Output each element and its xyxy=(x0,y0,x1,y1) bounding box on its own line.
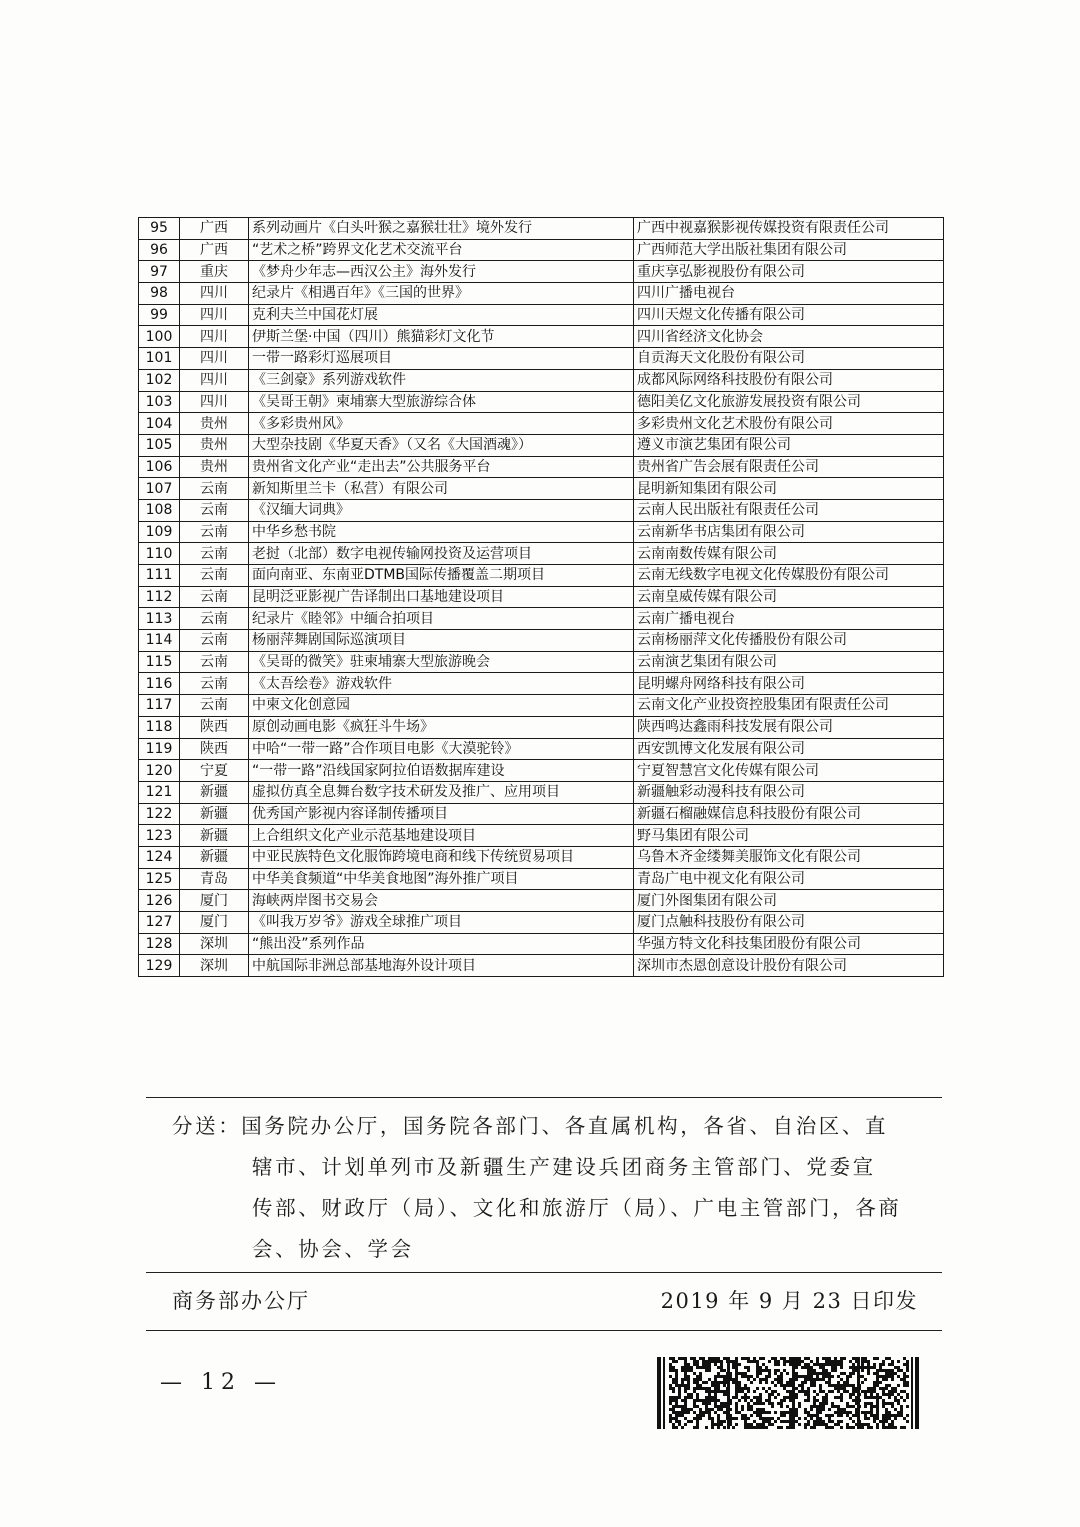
row-number-cell: 107 xyxy=(139,478,180,500)
row-organization-cell: 厦门外图集团有限公司 xyxy=(634,890,944,912)
row-province-cell: 新疆 xyxy=(180,803,249,825)
row-number-cell: 127 xyxy=(139,912,180,934)
row-project-cell: 中亚民族特色文化服饰跨境电商和线下传统贸易项目 xyxy=(249,846,634,868)
distribution-line-4: 会、协会、学会 xyxy=(252,1237,414,1261)
row-organization-cell: 新疆石榴融媒信息科技股份有限公司 xyxy=(634,803,944,825)
row-province-cell: 四川 xyxy=(180,369,249,391)
table-row xyxy=(139,738,944,760)
row-province-cell: 云南 xyxy=(180,695,249,717)
row-organization-cell: 云南新华书店集团有限公司 xyxy=(634,521,944,543)
row-organization-cell: 重庆享弘影视股份有限公司 xyxy=(634,261,944,283)
row-province-cell: 重庆 xyxy=(180,261,249,283)
row-organization-cell: 云南演艺集团有限公司 xyxy=(634,651,944,673)
row-organization-cell: 宁夏智慧宫文化传媒有限公司 xyxy=(634,760,944,782)
row-project-cell: 面向南亚、东南亚DTMB国际传播覆盖二期项目 xyxy=(249,565,634,587)
page-number: — 12 — xyxy=(160,1370,282,1395)
row-organization-cell: 四川省经济文化协会 xyxy=(634,326,944,348)
row-organization-cell: 德阳美亿文化旅游发展投资有限公司 xyxy=(634,391,944,413)
row-project-cell: 中华美食频道“中华美食地图”海外推广项目 xyxy=(249,868,634,890)
row-province-cell: 云南 xyxy=(180,565,249,587)
row-project-cell: 《吴哥王朝》柬埔寨大型旅游综合体 xyxy=(249,391,634,413)
row-project-cell: 中航国际非洲总部基地海外设计项目 xyxy=(249,955,634,977)
row-number-cell: 117 xyxy=(139,695,180,717)
row-project-cell: 老挝（北部）数字电视传输网投资及运营项目 xyxy=(249,543,634,565)
row-province-cell: 四川 xyxy=(180,326,249,348)
row-number-cell: 116 xyxy=(139,673,180,695)
table-row xyxy=(139,673,944,695)
row-province-cell: 宁夏 xyxy=(180,760,249,782)
barcode-icon xyxy=(657,1357,919,1429)
project-table-body xyxy=(139,218,944,977)
row-organization-cell: 云南广播电视台 xyxy=(634,608,944,630)
table-row xyxy=(139,630,944,652)
row-province-cell: 四川 xyxy=(180,304,249,326)
row-project-cell: “一带一路”沿线国家阿拉伯语数据库建设 xyxy=(249,760,634,782)
table-row xyxy=(139,868,944,890)
row-province-cell: 新疆 xyxy=(180,846,249,868)
row-project-cell: 《三剑豪》系列游戏软件 xyxy=(249,369,634,391)
row-organization-cell: 多彩贵州文化艺术股份有限公司 xyxy=(634,413,944,435)
row-number-cell: 96 xyxy=(139,239,180,261)
table-row xyxy=(139,413,944,435)
row-organization-cell: 云南皇威传媒有限公司 xyxy=(634,586,944,608)
row-number-cell: 103 xyxy=(139,391,180,413)
row-organization-cell: 自贡海天文化股份有限公司 xyxy=(634,348,944,370)
row-number-cell: 128 xyxy=(139,933,180,955)
distribution-line-3: 传部、财政厅（局）、文化和旅游厅（局）、广电主管部门，各商 xyxy=(252,1196,902,1220)
row-province-cell: 厦门 xyxy=(180,912,249,934)
table-row xyxy=(139,781,944,803)
row-project-cell: 新知斯里兰卡（私营）有限公司 xyxy=(249,478,634,500)
table-row xyxy=(139,478,944,500)
row-project-cell: 中哈“一带一路”合作项目电影《大漠驼铃》 xyxy=(249,738,634,760)
row-organization-cell: 青岛广电中视文化有限公司 xyxy=(634,868,944,890)
row-province-cell: 云南 xyxy=(180,630,249,652)
row-project-cell: 克利夫兰中国花灯展 xyxy=(249,304,634,326)
row-organization-cell: 四川天煜文化传播有限公司 xyxy=(634,304,944,326)
table-row xyxy=(139,261,944,283)
row-number-cell: 126 xyxy=(139,890,180,912)
row-number-cell: 110 xyxy=(139,543,180,565)
row-project-cell: 纪录片《睦邻》中缅合拍项目 xyxy=(249,608,634,630)
row-number-cell: 100 xyxy=(139,326,180,348)
row-organization-cell: 乌鲁木齐金缕舞美服饰文化有限公司 xyxy=(634,846,944,868)
row-number-cell: 121 xyxy=(139,781,180,803)
row-project-cell: 《吴哥的微笑》驻柬埔寨大型旅游晚会 xyxy=(249,651,634,673)
issuer-top-rule xyxy=(146,1272,942,1273)
row-province-cell: 云南 xyxy=(180,543,249,565)
table-row xyxy=(139,933,944,955)
row-organization-cell: 西安凯博文化发展有限公司 xyxy=(634,738,944,760)
row-project-cell: 上合组织文化产业示范基地建设项目 xyxy=(249,825,634,847)
table-row xyxy=(139,716,944,738)
row-project-cell: 原创动画电影《疯狂斗牛场》 xyxy=(249,716,634,738)
row-organization-cell: 广西师范大学出版社集团有限公司 xyxy=(634,239,944,261)
row-number-cell: 122 xyxy=(139,803,180,825)
issue-date: 2019 年 9 月 23 日印发 xyxy=(660,1289,918,1313)
row-organization-cell: 昆明螺舟网络科技有限公司 xyxy=(634,673,944,695)
row-project-cell: 杨丽萍舞剧国际巡演项目 xyxy=(249,630,634,652)
row-province-cell: 新疆 xyxy=(180,781,249,803)
project-table xyxy=(138,217,944,977)
row-organization-cell: 昆明新知集团有限公司 xyxy=(634,478,944,500)
row-province-cell: 云南 xyxy=(180,608,249,630)
row-project-cell: 优秀国产影视内容译制传播项目 xyxy=(249,803,634,825)
table-row xyxy=(139,565,944,587)
row-number-cell: 106 xyxy=(139,456,180,478)
table-row xyxy=(139,912,944,934)
row-number-cell: 111 xyxy=(139,565,180,587)
row-project-cell: 中华乡愁书院 xyxy=(249,521,634,543)
row-province-cell: 广西 xyxy=(180,218,249,240)
row-project-cell: 大型杂技剧《华夏天香》（又名《大国酒魂》） xyxy=(249,434,634,456)
row-number-cell: 125 xyxy=(139,868,180,890)
table-row xyxy=(139,651,944,673)
row-number-cell: 115 xyxy=(139,651,180,673)
row-province-cell: 云南 xyxy=(180,499,249,521)
row-province-cell: 陕西 xyxy=(180,738,249,760)
table-row xyxy=(139,695,944,717)
row-project-cell: 《多彩贵州风》 xyxy=(249,413,634,435)
row-organization-cell: 四川广播电视台 xyxy=(634,283,944,305)
row-organization-cell: 贵州省广告会展有限责任公司 xyxy=(634,456,944,478)
table-row xyxy=(139,434,944,456)
row-organization-cell: 成都风际网络科技股份有限公司 xyxy=(634,369,944,391)
row-number-cell: 98 xyxy=(139,283,180,305)
table-row xyxy=(139,608,944,630)
row-province-cell: 深圳 xyxy=(180,955,249,977)
row-project-cell: 伊斯兰堡·中国（四川）熊猫彩灯文化节 xyxy=(249,326,634,348)
table-row xyxy=(139,304,944,326)
row-organization-cell: 华强方特文化科技集团股份有限公司 xyxy=(634,933,944,955)
row-organization-cell: 陕西鸣达鑫雨科技发展有限公司 xyxy=(634,716,944,738)
table-row xyxy=(139,326,944,348)
row-number-cell: 114 xyxy=(139,630,180,652)
row-province-cell: 厦门 xyxy=(180,890,249,912)
row-project-cell: 昆明泛亚影视广告译制出口基地建设项目 xyxy=(249,586,634,608)
row-project-cell: 贵州省文化产业“走出去”公共服务平台 xyxy=(249,456,634,478)
row-number-cell: 102 xyxy=(139,369,180,391)
row-number-cell: 120 xyxy=(139,760,180,782)
row-project-cell: 虚拟仿真全息舞台数字技术研发及推广、应用项目 xyxy=(249,781,634,803)
row-province-cell: 四川 xyxy=(180,391,249,413)
row-number-cell: 95 xyxy=(139,218,180,240)
distribution-list xyxy=(172,1106,922,1270)
row-province-cell: 四川 xyxy=(180,348,249,370)
row-number-cell: 104 xyxy=(139,413,180,435)
row-number-cell: 109 xyxy=(139,521,180,543)
row-organization-cell: 云南杨丽萍文化传播股份有限公司 xyxy=(634,630,944,652)
row-project-cell: 海峡两岸图书交易会 xyxy=(249,890,634,912)
row-number-cell: 124 xyxy=(139,846,180,868)
row-number-cell: 105 xyxy=(139,434,180,456)
distribution-top-rule xyxy=(146,1097,942,1098)
row-province-cell: 广西 xyxy=(180,239,249,261)
issuer-name: 商务部办公厅 xyxy=(172,1289,310,1313)
table-row xyxy=(139,890,944,912)
row-number-cell: 101 xyxy=(139,348,180,370)
row-organization-cell: 厦门点触科技股份有限公司 xyxy=(634,912,944,934)
row-province-cell: 深圳 xyxy=(180,933,249,955)
table-row xyxy=(139,521,944,543)
table-row xyxy=(139,499,944,521)
row-project-cell: 《叫我万岁爷》游戏全球推广项目 xyxy=(249,912,634,934)
table-row xyxy=(139,586,944,608)
row-province-cell: 云南 xyxy=(180,586,249,608)
row-organization-cell: 云南文化产业投资控股集团有限责任公司 xyxy=(634,695,944,717)
issuer-bottom-rule xyxy=(146,1330,942,1331)
row-number-cell: 119 xyxy=(139,738,180,760)
row-project-cell: 一带一路彩灯巡展项目 xyxy=(249,348,634,370)
row-number-cell: 108 xyxy=(139,499,180,521)
row-project-cell: 中柬文化创意园 xyxy=(249,695,634,717)
row-organization-cell: 广西中视嘉猴影视传媒投资有限责任公司 xyxy=(634,218,944,240)
table-row xyxy=(139,348,944,370)
row-number-cell: 99 xyxy=(139,304,180,326)
row-province-cell: 贵州 xyxy=(180,413,249,435)
row-project-cell: 系列动画片《白头叶猴之嘉猴壮壮》境外发行 xyxy=(249,218,634,240)
row-organization-cell: 云南人民出版社有限责任公司 xyxy=(634,499,944,521)
table-row xyxy=(139,760,944,782)
table-row xyxy=(139,391,944,413)
row-province-cell: 云南 xyxy=(180,521,249,543)
row-project-cell: 《汉缅大词典》 xyxy=(249,499,634,521)
row-province-cell: 云南 xyxy=(180,651,249,673)
table-row xyxy=(139,846,944,868)
table-row xyxy=(139,955,944,977)
row-province-cell: 云南 xyxy=(180,478,249,500)
table-row xyxy=(139,803,944,825)
row-project-cell: 《太吾绘卷》游戏软件 xyxy=(249,673,634,695)
table-row xyxy=(139,825,944,847)
row-project-cell: “熊出没”系列作品 xyxy=(249,933,634,955)
table-row xyxy=(139,239,944,261)
row-province-cell: 贵州 xyxy=(180,434,249,456)
row-province-cell: 青岛 xyxy=(180,868,249,890)
row-organization-cell: 云南无线数字电视文化传媒股份有限公司 xyxy=(634,565,944,587)
row-province-cell: 贵州 xyxy=(180,456,249,478)
row-province-cell: 新疆 xyxy=(180,825,249,847)
row-organization-cell: 遵义市演艺集团有限公司 xyxy=(634,434,944,456)
distribution-line-1: 分送：国务院办公厅，国务院各部门、各直属机构，各省、自治区、直 xyxy=(172,1114,889,1138)
row-number-cell: 129 xyxy=(139,955,180,977)
row-province-cell: 陕西 xyxy=(180,716,249,738)
row-project-cell: 《梦舟少年志—西汉公主》海外发行 xyxy=(249,261,634,283)
row-project-cell: “艺术之桥”跨界文化艺术交流平台 xyxy=(249,239,634,261)
row-project-cell: 纪录片《相遇百年》《三国的世界》 xyxy=(249,283,634,305)
row-number-cell: 123 xyxy=(139,825,180,847)
row-number-cell: 118 xyxy=(139,716,180,738)
row-province-cell: 四川 xyxy=(180,283,249,305)
distribution-line-2: 辖市、计划单列市及新疆生产建设兵团商务主管部门、党委宣 xyxy=(252,1155,876,1179)
row-number-cell: 113 xyxy=(139,608,180,630)
row-organization-cell: 新疆触彩动漫科技有限公司 xyxy=(634,781,944,803)
row-organization-cell: 野马集团有限公司 xyxy=(634,825,944,847)
row-number-cell: 112 xyxy=(139,586,180,608)
row-organization-cell: 深圳市杰恩创意设计股份有限公司 xyxy=(634,955,944,977)
table-row xyxy=(139,456,944,478)
table-row xyxy=(139,369,944,391)
table-row xyxy=(139,543,944,565)
row-organization-cell: 云南南数传媒有限公司 xyxy=(634,543,944,565)
table-row xyxy=(139,283,944,305)
row-province-cell: 云南 xyxy=(180,673,249,695)
row-number-cell: 97 xyxy=(139,261,180,283)
table-row xyxy=(139,218,944,240)
